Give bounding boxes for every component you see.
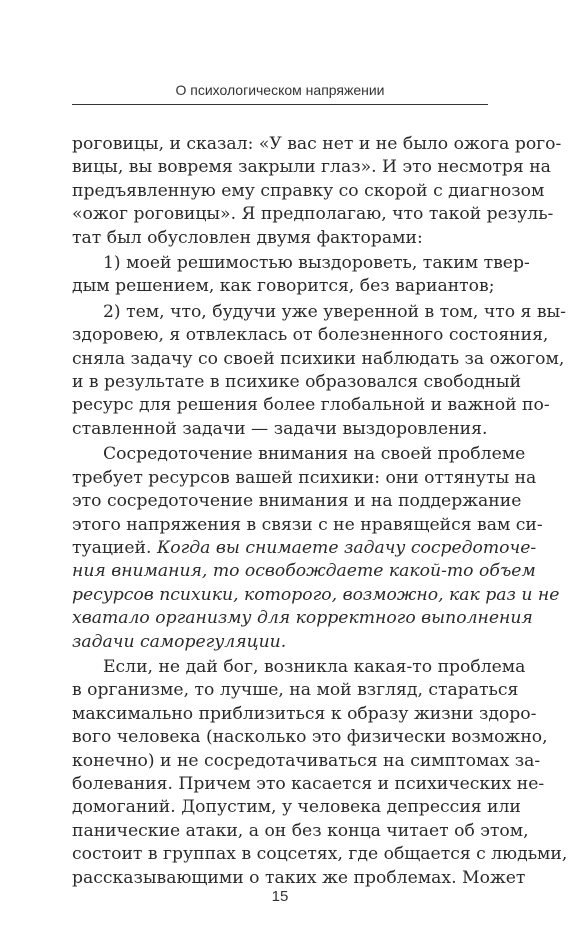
text-line: вицы, вы вовремя закрыли глаз». И это несмотря на <box>72 157 551 178</box>
text-line-italic: хватало организму для корректного выполнения <box>72 608 533 629</box>
text-line: дым решением, как говорится, без вариантов; <box>72 276 495 297</box>
text-line: Сосредоточение внимания на своей проблеме <box>103 444 526 465</box>
text-line-italic: ресурсов психики, которого, возможно, как раз и не <box>72 584 560 605</box>
paragraph <box>72 443 560 654</box>
text-line: 1) моей решимостью выздороветь, таким твер- <box>103 253 530 274</box>
text-line: вого человека (насколько это физически возможно, <box>72 727 548 748</box>
text-line: тат был обусловлен двумя факторами: <box>72 227 423 248</box>
text-line: здоровею, я отвлеклась от болезненного состояния, <box>72 325 549 346</box>
text-line: рассказывающими о таких же проблемах. Может <box>72 867 526 888</box>
text-line: этого напряжения в связи с не нравящейся вам си- <box>72 514 543 535</box>
paragraph <box>72 301 566 441</box>
text-line: домоганий. Допустим, у человека депрессия или <box>72 797 521 818</box>
text-line-mixed <box>72 537 537 560</box>
text-line: сняла задачу со своей психики наблюдать за ожогом, <box>72 348 565 369</box>
text-line: предъявленную ему справку со скорой с диагнозом <box>72 180 545 201</box>
text-line: «ожог роговицы». Я предполагаю, что такой резуль- <box>72 204 554 225</box>
paragraph <box>72 133 562 250</box>
text-line: 2) тем, что, будучи уже уверенной в том, что я вы- <box>103 301 566 322</box>
text-line: это сосредоточение внимания и на поддержание <box>72 491 522 512</box>
text-line: и в результате в психике образовался свободный <box>72 372 522 393</box>
text-line: панические атаки, а он без конца читает об этом, <box>72 820 529 841</box>
text-line-italic: ния внимания, то освобождаете какой-то объем <box>72 561 536 582</box>
text-line: максимально приблизиться к образу жизни здоро- <box>72 703 537 724</box>
text-line: роговицы, и сказал: «У вас нет и не было ожога рого- <box>72 134 562 154</box>
text-line: требует ресурсов вашей психики: они оттянуты на <box>72 467 537 488</box>
text-line: в организме, то лучше, на мой взгляд, стараться <box>72 680 519 701</box>
text-line: ставленной задачи — задачи выздоровления. <box>72 418 488 439</box>
text-plain: туацией. <box>72 537 157 558</box>
text-line: Если, не дай бог, возникла какая-то проблема <box>103 656 526 677</box>
running-head: О психологическом напряжении <box>175 82 385 98</box>
text-line: состоит в группах в соцсетях, где общается с людьми, <box>72 844 568 865</box>
body-text <box>72 133 568 890</box>
text-italic: Когда вы снимаете задачу сосредоточе- <box>156 537 537 558</box>
text-line: ресурс для решения более глобальной и важной по- <box>72 395 550 416</box>
header-rule <box>72 104 488 105</box>
paragraph <box>72 252 530 299</box>
text-line-italic: задачи саморегуляции. <box>72 631 287 652</box>
text-line: конечно) и не сосредотачиваться на симптомах за- <box>72 750 541 771</box>
page-number: 15 <box>271 888 289 905</box>
paragraph <box>72 656 568 890</box>
text-line: болевания. Причем это касается и психических не- <box>72 773 545 794</box>
